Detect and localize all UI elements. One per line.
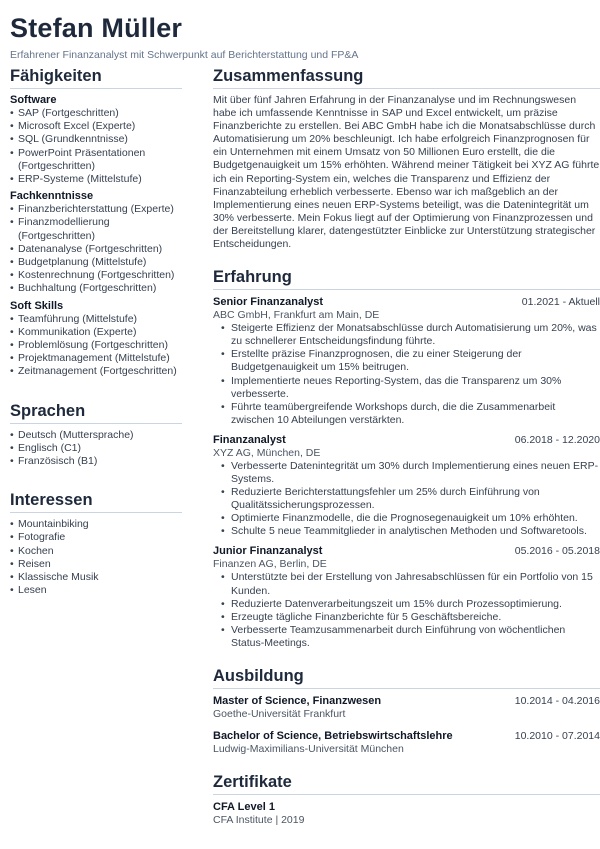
skill-group [10,300,182,379]
job-bullet: • Optimierte Finanzmodelle, die die Prognosegenauigkeit um 10% erhöhten. [221,512,600,525]
skill-group [10,190,182,295]
skill-item: • Finanzmodellierung (Fortgeschritten) [10,216,182,242]
education-section [213,666,600,756]
job-dates: 01.2021 - Aktuell [521,296,600,309]
job-dates: 05.2016 - 05.2018 [514,545,600,558]
candidate-name: Stefan Müller [10,13,183,43]
education-dates: 10.2010 - 07.2014 [514,730,600,742]
certificate-entry [213,800,600,827]
skill-item: • Finanzberichterstattung (Experte) [10,203,182,216]
job-bullet: • Führte teamübergreifende Workshops durch, die die Zusammenarbeit zwischen 10 Abteilungen verstärkten. [221,401,600,427]
degree-title: Bachelor of Science, Betriebswirtschaftslehre [213,730,453,742]
interest-item: • Reisen [10,558,182,571]
language-list [10,429,182,469]
language-item: • Französisch (B1) [10,455,182,468]
section-title-certificates: Zertifikate [213,772,600,795]
skill-item: • ERP-Systeme (Mittelstufe) [10,173,182,186]
skill-item: • Kostenrechnung (Fortgeschritten) [10,269,182,282]
section-title-skills: Fähigkeiten [10,66,182,89]
skill-item: • Teamführung (Mittelstufe) [10,313,182,326]
skill-item: • Projektmanagement (Mittelstufe) [10,352,182,365]
job-bullet: • Reduzierte Berichterstattungsfehler um 25% durch Einführung von Qualitätssicherungsprozessen. [221,486,600,512]
section-title-summary: Zusammenfassung [213,66,600,89]
summary-text: Mit über fünf Jahren Erfahrung in der Finanzanalyse und im Rechnungswesen habe ich umfassende Kenntnisse in SAP und Excel entwickelt, um präzise Finanzberichte zu erstellen. Bei ABC GmbH habe ich die Monatsabschlüsse durch Automatisierung um 20% beschleunigt. Ich habe erfolgreich Finanzprognosen für ein Unternehmen mit einem Umsatz von 50 Millionen Euro erstellt, die die Budgetgenauigkeit um 15% erhöhten. Während meiner Tätigkeit bei XYZ AG führte ich ein Reporting-System ein, welches die Transparenz und Effizienz der Finanzabteilung erheblich verbesserte. Ebenso war ich maßgeblich an der Implementierung eines neuen ERP-Systems beteiligt, was die Datenintegrität um 30% verbesserte. Mein Fokus liegt auf der Optimierung von Finanzprozessen und der Bereitstellung klarer, datengestützter Einblicke zur Unterstützung strategischer Entscheidungen. [213,94,600,251]
skill-group-title: Fachkenntnisse [10,190,94,203]
job-bullet: • Steigerte Effizienz der Monatsabschlüsse durch Automatisierung um 20%, was zu schnellerer Entscheidungsfindung führte. [221,322,600,348]
skill-item: • Buchhaltung (Fortgeschritten) [10,282,182,295]
education-dates: 10.2014 - 04.2016 [514,695,600,707]
job-bullets [221,460,600,539]
skills-section [10,66,182,379]
languages-section [10,401,182,469]
skill-item: • Problemlösung (Fortgeschritten) [10,339,182,352]
section-title-languages: Sprachen [10,401,182,424]
skill-list [10,313,182,379]
interest-item: • Mountainbiking [10,518,182,531]
job-organization: XYZ AG, München, DE [213,446,321,459]
skill-item: • Budgetplanung (Mittelstufe) [10,256,182,269]
skill-item: • PowerPoint Präsentationen (Fortgeschritten) [10,147,182,173]
job-bullet: • Erstellte präzise Finanzprognosen, die zu einer Steigerung der Budgetgenauigkeit um 15% beitrugen. [221,348,600,374]
candidate-tagline: Erfahrener Finanzanalyst mit Schwerpunkt auf Berichterstattung und FP&A [10,49,359,61]
school-name: Goethe-Universität Frankfurt [213,708,346,720]
job-title: Senior Finanzanalyst [213,296,324,309]
skill-group-title: Soft Skills [10,299,64,312]
job-title: Finanzanalyst [213,433,286,446]
education-entry [213,694,600,721]
job-organization: Finanzen AG, Berlin, DE [213,558,327,571]
left-column [10,66,182,597]
certificate-name: CFA Level 1 [213,801,275,813]
job-dates: 06.2018 - 12.2020 [514,433,600,446]
interest-item: • Lesen [10,584,182,597]
interests-section [10,490,182,597]
skill-group [10,94,182,186]
job-title: Junior Finanzanalyst [213,545,323,558]
job-entry [213,544,600,650]
degree-title: Master of Science, Finanzwesen [213,695,382,707]
skill-item: • Microsoft Excel (Experte) [10,120,182,133]
certificate-issuer: CFA Institute | 2019 [213,814,305,826]
skill-item: • Datenanalyse (Fortgeschritten) [10,243,182,256]
school-name: Ludwig-Maximilians-Universität München [213,743,404,755]
job-bullet: • Erzeugte tägliche Finanzberichte für 5 Geschäftsbereiche. [221,611,600,624]
skill-list [10,107,182,186]
certificates-section [213,772,600,827]
job-bullet: • Reduzierte Datenverarbeitungszeit um 15% durch Prozessoptimierung. [221,598,600,611]
education-entry [213,729,600,756]
experience-section [213,267,600,650]
interest-item: • Klassische Musik [10,571,182,584]
job-bullets [221,571,600,650]
skill-item: • Kommunikation (Experte) [10,326,182,339]
job-bullets [221,322,600,427]
section-title-education: Ausbildung [213,666,600,689]
job-organization: ABC GmbH, Frankfurt am Main, DE [213,309,380,322]
job-bullet: • Verbesserte Teamzusammenarbeit durch Einführung von wöchentlichen Status-Meetings. [221,624,600,650]
skill-item: • Zeitmanagement (Fortgeschritten) [10,365,182,378]
job-bullet: • Schulte 5 neue Teammitglieder in analytischen Methoden und Softwaretools. [221,525,600,538]
skill-list [10,203,182,295]
skill-group-title: Software [10,94,57,106]
right-column [213,66,600,827]
job-entry [213,433,600,539]
interest-item: • Fotografie [10,531,182,544]
job-bullet: • Implementierte neues Reporting-System, das die Transparenz um 30% verbesserte. [221,375,600,401]
job-bullet: • Verbesserte Datenintegrität um 30% durch Implementierung eines neuen ERP-Systems. [221,460,600,486]
skill-item: • SAP (Fortgeschritten) [10,107,182,120]
skill-item: • SQL (Grundkenntnisse) [10,133,182,146]
language-item: • Deutsch (Muttersprache) [10,429,182,442]
job-bullet: • Unterstützte bei der Erstellung von Jahresabschlüssen für ein Portfolio von 15 Kunden. [221,571,600,597]
section-title-interests: Interessen [10,490,182,513]
section-title-experience: Erfahrung [213,267,600,290]
resume-columns [10,66,600,826]
interest-list [10,518,182,597]
interest-item: • Kochen [10,545,182,558]
summary-section [213,66,600,251]
language-item: • Englisch (C1) [10,442,182,455]
job-entry [213,295,600,427]
